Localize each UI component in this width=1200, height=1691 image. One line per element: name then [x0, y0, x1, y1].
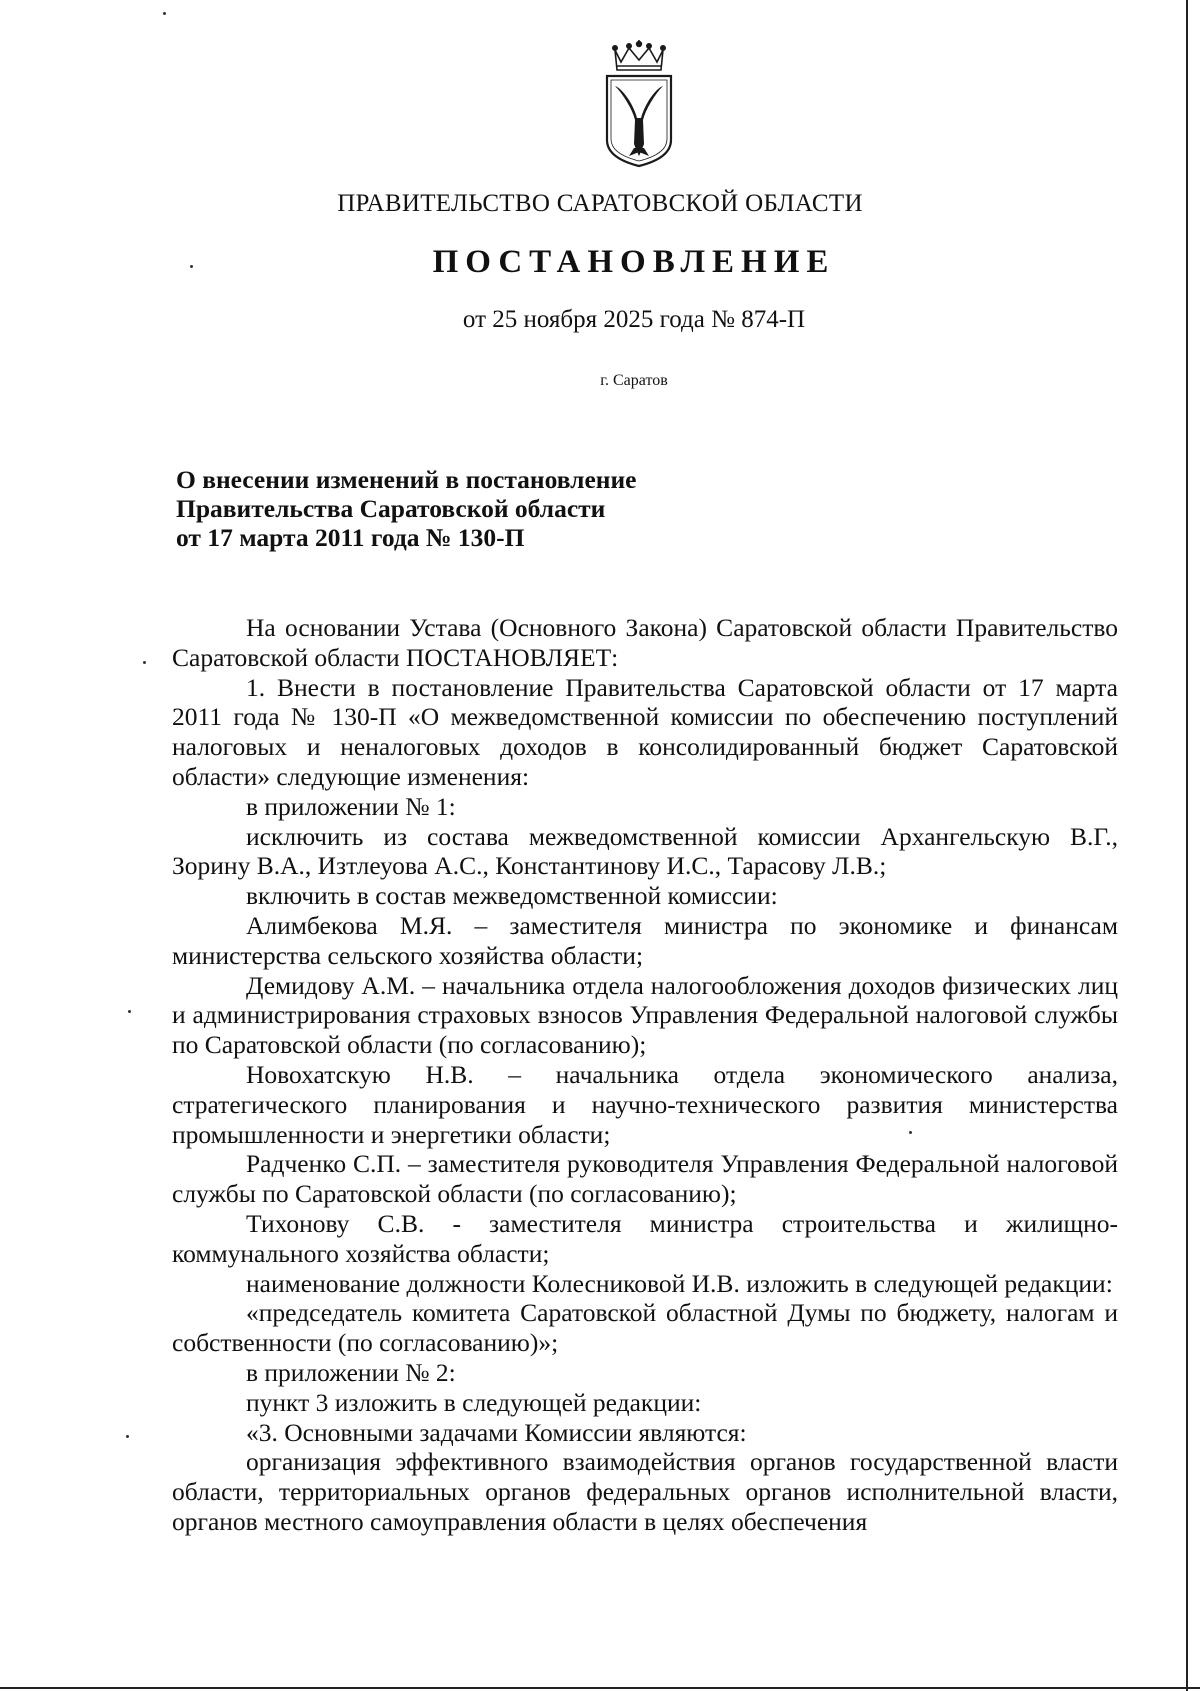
scan-speck: [190, 265, 193, 268]
scan-speck: [126, 1435, 129, 1438]
subject-line: О внесении изменений в постановление: [176, 465, 637, 494]
body-paragraph: пункт 3 изложить в следующей редакции:: [246, 1387, 702, 1417]
document-body: [172, 613, 1118, 1537]
body-paragraph: «3. Основными задачами Комиссии являются:: [246, 1417, 747, 1447]
body-paragraph: На основании Устава (Основного Закона) Саратовской области Правительство Саратовской области ПОСТАНОВЛЯЕТ:: [172, 613, 1118, 672]
body-paragraph: в приложении № 2:: [246, 1357, 456, 1387]
subject-line: Правительства Саратовской области: [176, 494, 606, 523]
scan-border-line: [0, 1687, 1200, 1689]
document-subject: [176, 465, 637, 552]
body-paragraph: 1. Внести в постановление Правительства Саратовской области от 17 марта 2011 года № 130-П «О межведомственной комиссии по обеспечению поступлений налоговых и неналоговых доходов в консолидированный бюджет Саратовской области» следующие изменения:: [172, 672, 1118, 791]
scan-border-line: [1186, 0, 1188, 1691]
body-paragraph: Тихонову С.В. - заместителя министра строительства и жилищно-коммунального хозяйства области;: [172, 1208, 1118, 1268]
body-paragraph: организация эффективного взаимодействия органов государственной власти области, территориальных органов федеральных органов исполнительной власти, органов местного самоуправления области в целях обеспечения: [172, 1447, 1118, 1536]
body-paragraph: в приложении № 1:: [246, 791, 456, 821]
scan-speck: [143, 661, 146, 664]
body-paragraph: Новохатскую Н.В. – начальника отдела экономического анализа, стратегического планирования и научно-технического развития министерства промышленности и энергетики области;: [172, 1059, 1118, 1149]
body-paragraph: наименование должности Колесниковой И.В. изложить в следующей редакции:: [246, 1268, 1113, 1298]
body-paragraph: «председатель комитета Саратовской областной Думы по бюджету, налогам и собственности (по согласованию)»;: [172, 1298, 1118, 1358]
body-paragraph: включить в состав межведомственной комиссии:: [246, 881, 778, 911]
scan-speck: [128, 1010, 131, 1013]
document-type: ПОСТАНОВЛЕНИЕ: [432, 244, 836, 280]
body-paragraph: исключить из состава межведомственной комиссии Архангельскую В.Г., Зорину В.А., Изтлеуова А.С., Константинову И.С., Тарасову Л.В.;: [172, 821, 1118, 881]
body-paragraph: Демидову А.М. – начальника отдела налогообложения доходов физических лиц и администрирования страховых взносов Управления Федеральной налоговой службы по Саратовской области (по согласованию);: [172, 970, 1118, 1060]
government-name: ПРАВИТЕЛЬСТВО САРАТОВСКОЙ ОБЛАСТИ: [337, 190, 863, 217]
saratov-coat-of-arms-icon: [599, 40, 679, 168]
body-paragraph: Алимбекова М.Я. – заместителя министра по экономике и финансам министерства сельского хозяйства области;: [172, 910, 1118, 970]
document-city: г. Саратов: [600, 372, 668, 389]
subject-line: от 17 марта 2011 года № 130-П: [176, 523, 525, 552]
body-paragraph: Радченко С.П. – заместителя руководителя Управления Федеральной налоговой службы по Саратовской области (по согласованию);: [172, 1149, 1118, 1209]
scan-speck: [909, 1131, 912, 1134]
document-date-number: от 25 ноября 2025 года № 874-П: [462, 306, 806, 333]
scan-speck: [163, 12, 166, 15]
